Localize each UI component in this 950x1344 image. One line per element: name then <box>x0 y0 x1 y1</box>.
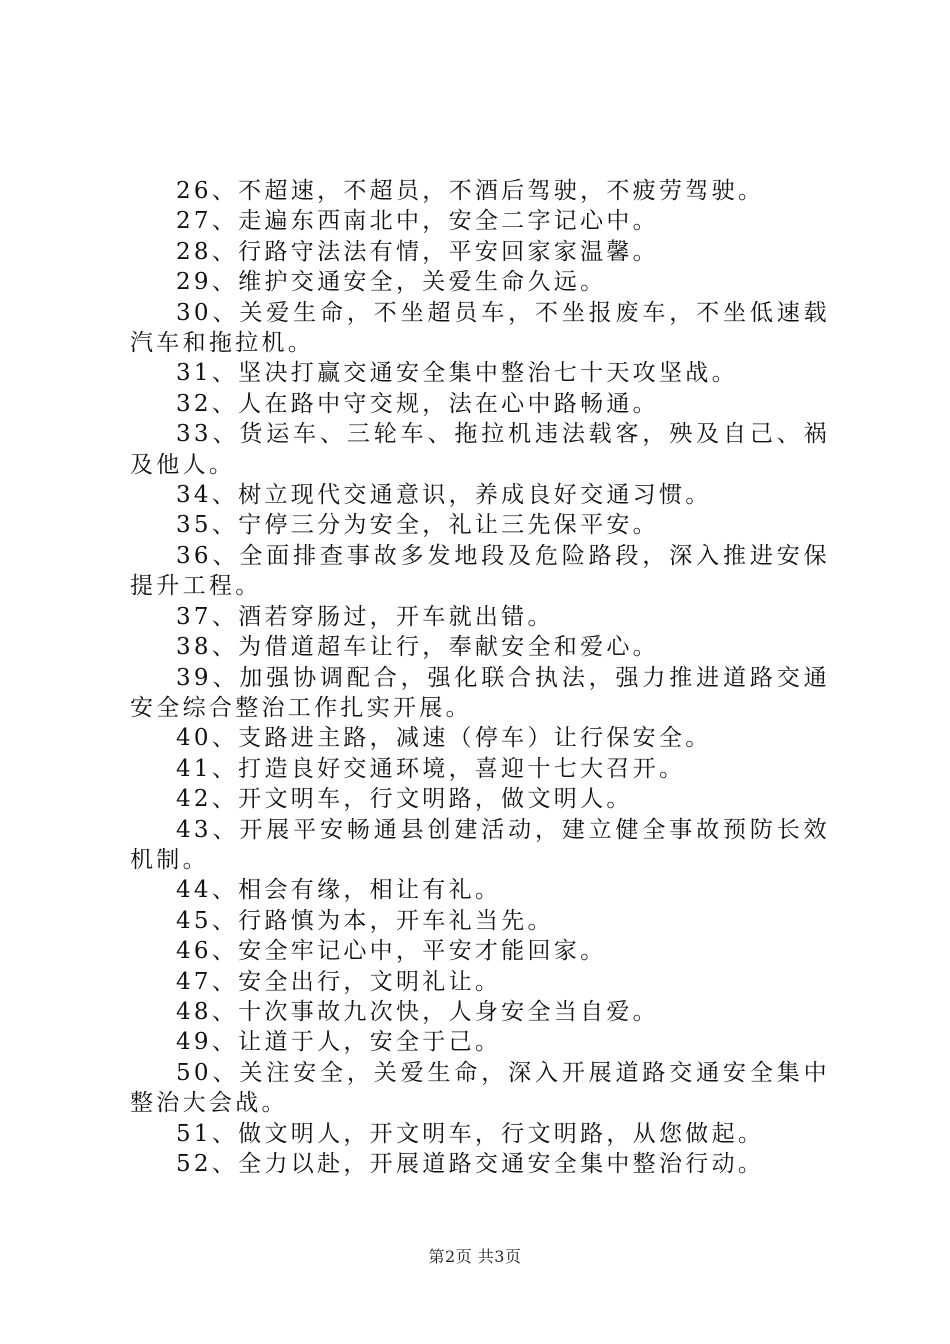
list-item: 35、宁停三分为安全，礼让三先保平安。 <box>176 512 659 539</box>
list-item: 29、维护交通安全，关爱生命久远。 <box>176 269 607 296</box>
list-item: 28、行路守法法有情，平安回家家温馨。 <box>176 238 659 265</box>
list-item: 34、树立现代交通意识，养成良好交通习惯。 <box>176 482 712 509</box>
list-item: 26、不超速，不超员，不酒后驾驶，不疲劳驾驶。 <box>176 178 765 204</box>
list-item: 32、人在路中守交规，法在心中路畅通。 <box>176 390 659 417</box>
list-item: 46、安全牢记心中，平安才能回家。 <box>176 938 607 965</box>
list-item: 51、做文明人，开文明车，行文明路，从您做起。 <box>176 1120 765 1147</box>
list-item: 40、支路进主路，减速（停车）让行保安全。 <box>176 725 712 752</box>
page-footer: 第2页 共3页 <box>428 1247 522 1266</box>
list-item: 42、开文明车，行文明路，做文明人。 <box>176 786 633 813</box>
list-item: 30、关爱生命，不坐超员车，不坐报废车，不坐低速载汽车和拖拉机。 <box>130 299 830 357</box>
list-item: 47、安全出行，文明礼让。 <box>176 968 502 995</box>
slogan-list <box>130 176 830 1179</box>
list-item: 31、坚决打赢交通安全集中整治七十天攻坚战。 <box>176 360 738 387</box>
list-item: 36、全面排查事故多发地段及危险路段，深入推进安保提升工程。 <box>130 542 830 600</box>
list-item: 27、走遍东西南北中，安全二字记心中。 <box>176 208 659 235</box>
list-item: 49、让道于人，安全于己。 <box>176 1029 502 1056</box>
list-item: 39、加强协调配合，强化联合执法，强力推进道路交通安全综合整治工作扎实开展。 <box>130 664 830 721</box>
list-item: 43、开展平安畅通县创建活动，建立健全事故预防长效机制。 <box>130 816 830 873</box>
list-item: 37、酒若穿肠过，开车就出错。 <box>176 603 554 630</box>
list-item: 50、关注安全，关爱生命，深入开展道路交通安全集中整治大会战。 <box>130 1059 830 1117</box>
list-item: 41、打造良好交通环境，喜迎十七大召开。 <box>176 755 686 782</box>
list-item: 52、全力以赴，开展道路交通安全集中整治行动。 <box>176 1151 765 1177</box>
list-item: 48、十次事故九次快，人身安全当自爱。 <box>176 998 659 1025</box>
list-item: 33、货运车、三轮车、拖拉机违法载客，殃及自己、祸及他人。 <box>130 421 830 478</box>
list-item: 45、行路慎为本，开车礼当先。 <box>176 907 554 934</box>
list-item: 44、相会有缘，相让有礼。 <box>176 877 502 904</box>
list-item: 38、为借道超车让行，奉献安全和爱心。 <box>176 634 659 661</box>
